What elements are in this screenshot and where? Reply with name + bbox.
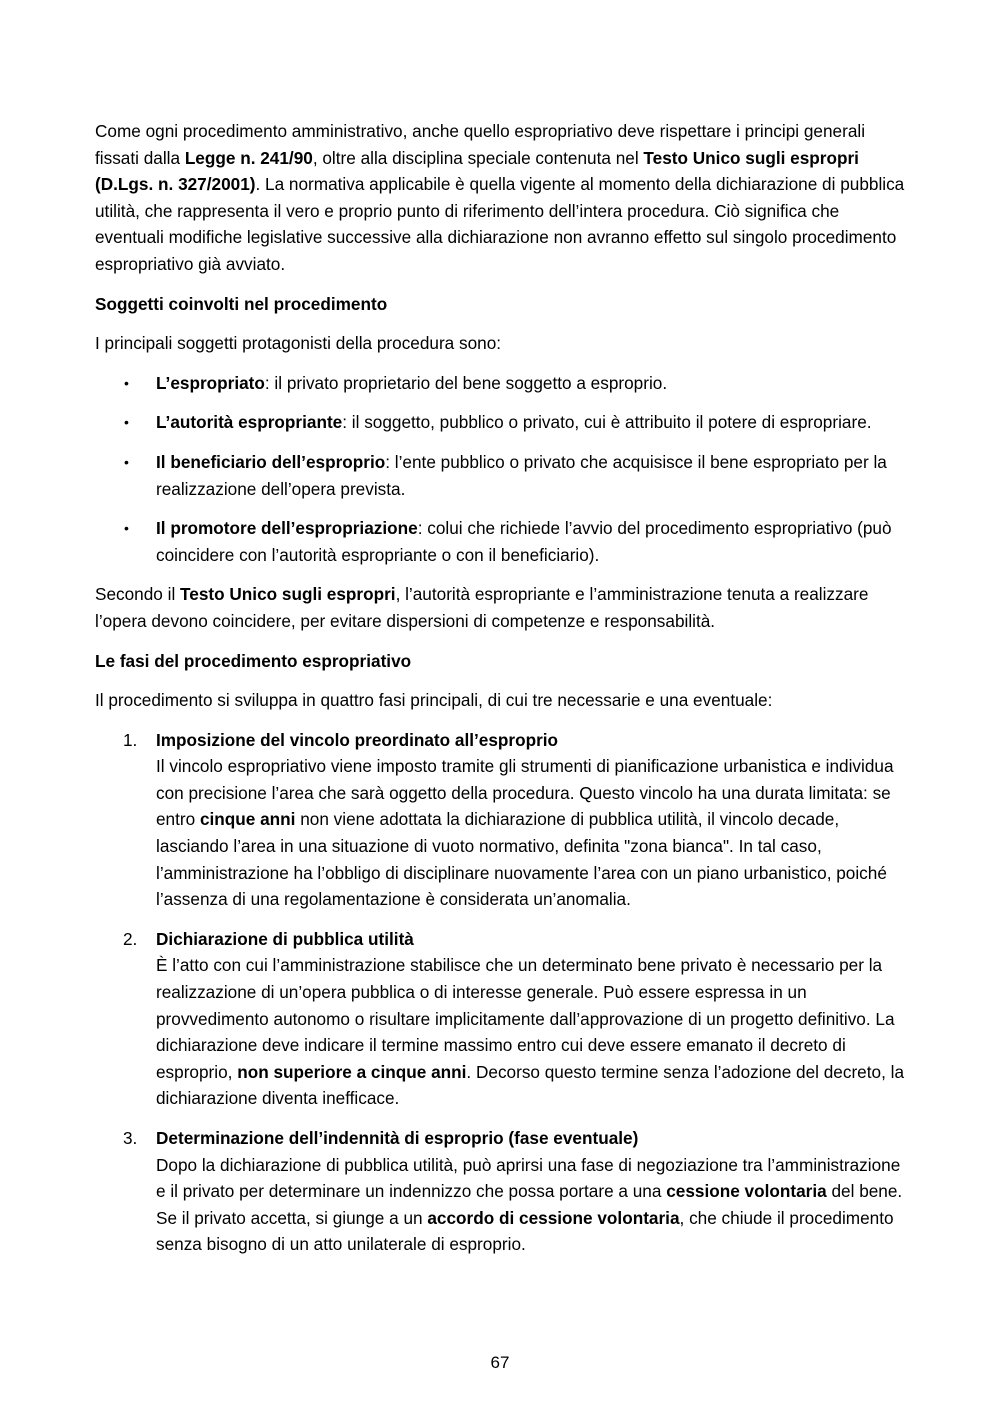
list-item xyxy=(95,370,910,397)
page-number: 67 xyxy=(490,1353,510,1372)
phase-body-bold: accordo di cessione volontaria xyxy=(427,1207,680,1228)
intro-paragraph xyxy=(95,118,910,278)
intro-text-2: , oltre alla disciplina speciale contenuta nel xyxy=(312,147,644,168)
closing-tu-ref: Testo Unico sugli espropri xyxy=(180,584,396,605)
intro-text-3: . La normativa applicabile è quella vigente al momento della dichiarazione di pubblica utilità, che rappresenta il vero e proprio punto di riferimento dell’intera procedura. Ciò significa che eventuali modifiche legislative successive alla dichiarazione non avranno effetto sul singolo procedimento espropriativo già avviato. xyxy=(95,174,905,274)
phase-item xyxy=(95,727,910,913)
list-item-text: : colui che richiede l’avvio del procedimento espropriativo (può coincidere con l’autorità espropriante o con il beneficiario). xyxy=(156,518,892,565)
intro-text-1: Come ogni procedimento amministrativo, anche quello espropriativo deve rispettare i principi generali fissati dalla xyxy=(95,121,866,168)
bullet-icon: • xyxy=(124,374,129,391)
list-item-term: Il beneficiario dell’esproprio xyxy=(156,451,386,472)
intro-tu-ref: Testo Unico sugli espropri (D.Lgs. n. 327/2001) xyxy=(95,147,859,195)
bullet-icon: • xyxy=(124,414,129,431)
section-heading-soggetti: Soggetti coinvolti nel procedimento xyxy=(95,293,388,314)
phase-title: Dichiarazione di pubblica utilità xyxy=(156,928,414,949)
closing-text-1: Secondo il xyxy=(95,584,181,605)
list-item-term: Il promotore dell’espropriazione xyxy=(156,518,418,539)
phase-body-text: Dopo la dichiarazione di pubblica utilità, può aprirsi una fase di negoziazione tra l’amministrazione e il privato per determinare un indennizzo che possa portare a una xyxy=(156,1154,901,1202)
phase-body-text: non viene adottata la dichiarazione di pubblica utilità, il vincolo decade, lasciando l’area in una situazione di vuoto normativo, definita "zona bianca". In tal caso, l’amministrazione ha l’obbligo di disciplinare nuovamente l’area con un piano urbanistico, poiché l’assenza di una regolamentazione è considerata un’anomalia. xyxy=(156,809,887,910)
fasi-list xyxy=(95,727,910,1258)
list-item xyxy=(95,409,910,436)
phase-body-text: È l’atto con cui l’amministrazione stabilisce che un determinato bene privato è necessario per la realizzazione di un’opera pubblica o di interesse generale. Può essere espressa in un provvedimento autonomo o risultare implicitamente dall’approvazione di un progetto definitivo. La dichiarazione deve indicare il termine massimo entro cui deve essere emanato il decreto di esproprio, xyxy=(156,955,895,1082)
phase-body xyxy=(156,952,910,1112)
phase-body xyxy=(156,1152,910,1258)
document-page xyxy=(95,118,910,1271)
phase-number: 2. xyxy=(123,928,138,949)
soggetti-lead: I principali soggetti protagonisti della procedura sono: xyxy=(95,333,502,354)
soggetti-list xyxy=(95,370,910,569)
phase-item xyxy=(95,1125,910,1258)
phase-body-text: Il vincolo espropriativo viene imposto tramite gli strumenti di pianificazione urbanistica e individua con precisione l’area che sarà oggetto della procedura. Questo vincolo ha una durata limitata: se entro xyxy=(156,756,894,830)
bullet-icon: • xyxy=(124,520,129,537)
closing-text-2: , l’autorità espropriante e l’amministrazione tenuta a realizzare l’opera devono coincidere, per evitare dispersioni di competenze e responsabilità. xyxy=(95,584,869,631)
list-item-text: : il soggetto, pubblico o privato, cui è attribuito il potere di espropriare. xyxy=(342,412,872,433)
phase-body-text: del bene. Se il privato accetta, si giunge a un xyxy=(156,1181,903,1228)
phase-item xyxy=(95,926,910,1112)
intro-law-ref: Legge n. 241/90 xyxy=(184,147,313,168)
phase-number: 3. xyxy=(123,1128,138,1148)
phase-body-bold: cinque anni xyxy=(199,809,296,830)
phase-body-text: . Decorso questo termine senza l’adozione del decreto, la dichiarazione diventa inefficace. xyxy=(156,1061,904,1109)
phase-body-text: , che chiude il procedimento senza bisogno di un atto unilaterale di esproprio. xyxy=(156,1207,894,1255)
list-item-text: : l’ente pubblico o privato che acquisisce il bene espropriato per la realizzazione dell’opera prevista. xyxy=(156,451,887,499)
list-item xyxy=(95,449,910,502)
list-item-text: : il privato proprietario del bene soggetto a esproprio. xyxy=(264,372,668,393)
list-item-term: L’espropriato xyxy=(156,372,265,393)
section-heading-fasi: Le fasi del procedimento espropriativo xyxy=(95,650,412,671)
list-item-term: L’autorità espropriante xyxy=(156,412,343,433)
phase-body xyxy=(156,753,910,913)
list-item xyxy=(95,515,910,568)
phase-body-bold: cessione volontaria xyxy=(666,1181,827,1202)
bullet-icon: • xyxy=(124,453,129,470)
soggetti-closing-paragraph xyxy=(95,581,910,634)
phase-title: Determinazione dell’indennità di esproprio (fase eventuale) xyxy=(156,1128,639,1148)
phase-body-bold: non superiore a cinque anni xyxy=(237,1061,467,1082)
phase-number: 1. xyxy=(123,729,138,750)
fasi-lead: Il procedimento si sviluppa in quattro fasi principali, di cui tre necessarie e una eventuale: xyxy=(95,690,773,711)
phase-title: Imposizione del vincolo preordinato all’esproprio xyxy=(156,729,559,750)
